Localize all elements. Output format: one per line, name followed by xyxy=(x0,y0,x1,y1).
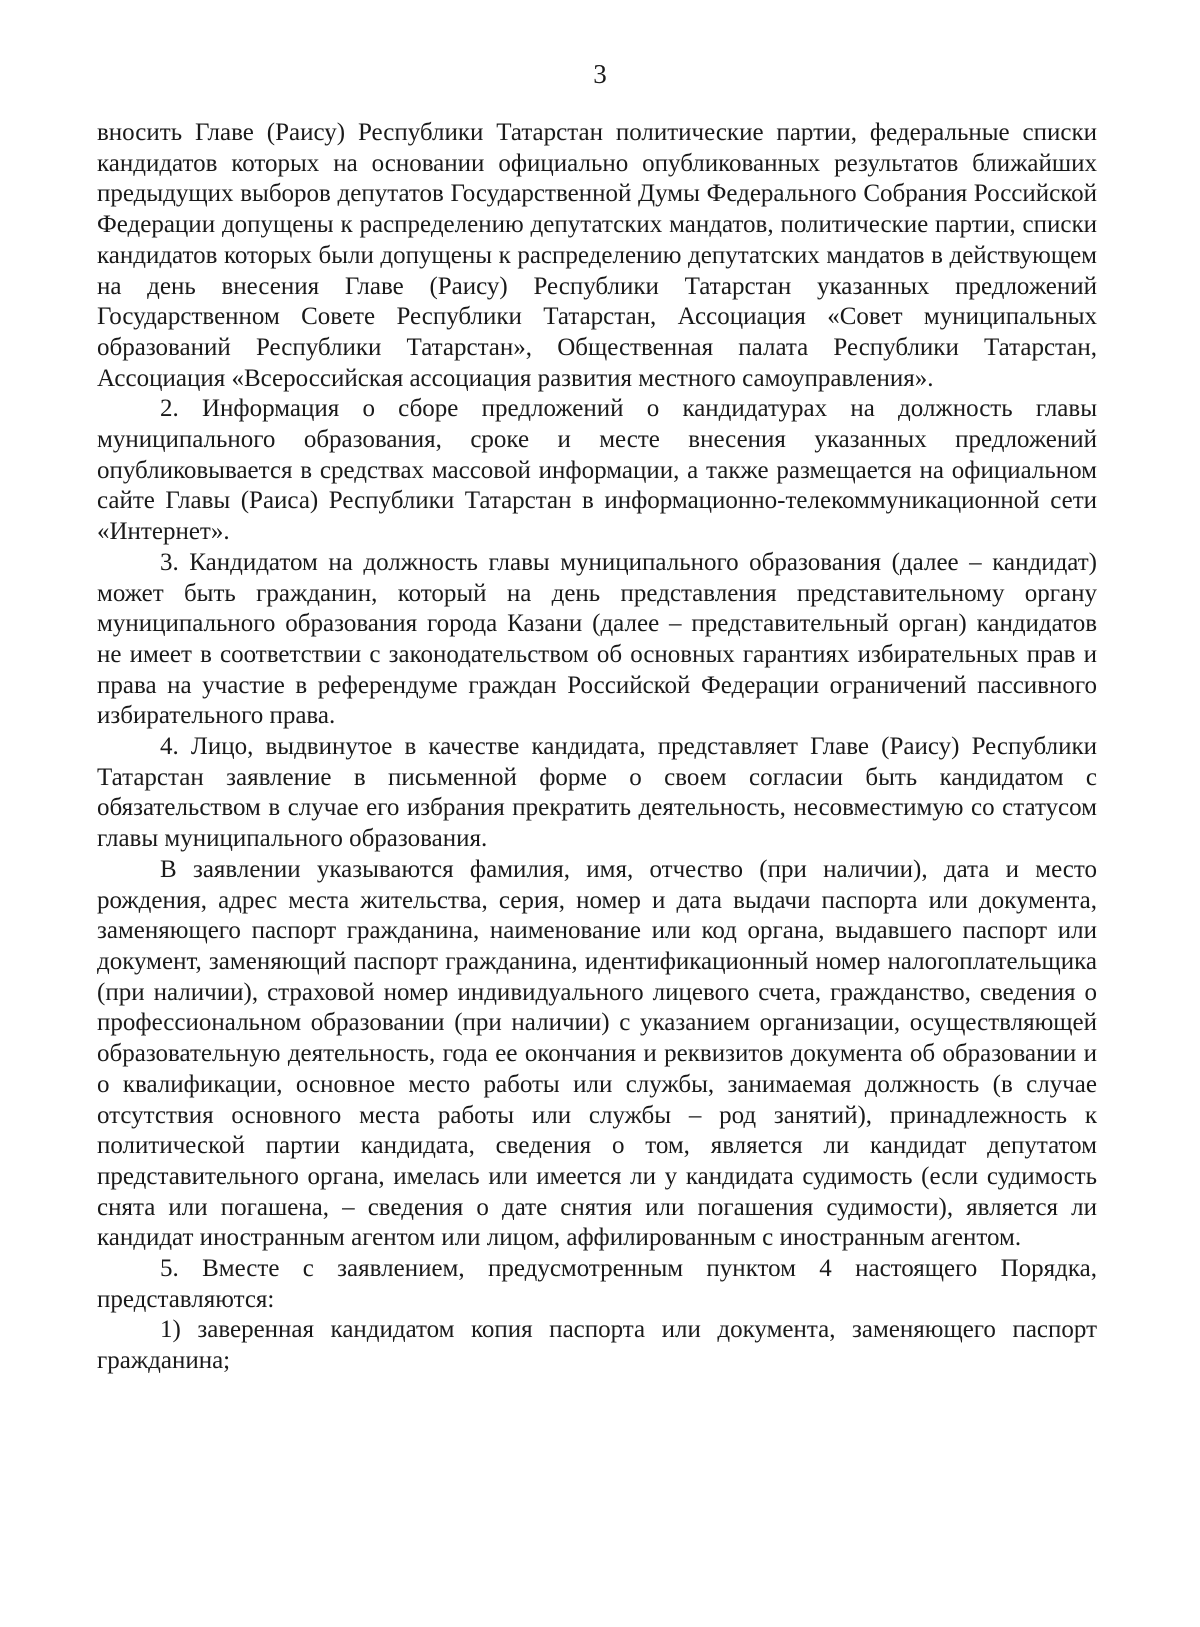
document-body xyxy=(97,118,1097,1377)
paragraph-2-info-publication: 2. Информация о сборе предложений о кандидатурах на должность главы муниципального образования, сроке и месте внесения указанных предложений опубликовывается в средствах массовой информации, а также размещается на официальном сайте Главы (Раиса) Республики Татарстан в информационно-телекоммуникационной сети «Интернет». xyxy=(97,395,1097,546)
paragraph-1-continuation: вносить Главе (Раису) Республики Татарстан политические партии, федеральные списки кандидатов которых на основании официально опубликованных результатов ближайших предыдущих выборов депутатов Государственной Думы Федерального Собрания Российской Федерации допущены к распределению депутатских мандатов, политические партии, списки кандидатов которых были допущены к распределению депутатских мандатов в действующем на день внесения Главе (Раису) Республики Татарстан указанных предложений Государственном Совете Республики Татарстан, Ассоциация «Совет муниципальных образований Республики Татарстан», Общественная палата Республики Татарстан, Ассоциация «Всероссийская ассоциация развития местного самоуправления». xyxy=(97,119,1097,392)
paragraph-5-attached-documents: 5. Вместе с заявлением, предусмотренным пунктом 4 настоящего Порядка, представляются: xyxy=(97,1255,1097,1313)
paragraph-statement-contents: В заявлении указываются фамилия, имя, отчество (при наличии), дата и место рождения, адрес места жительства, серия, номер и дата выдачи паспорта или документа, заменяющего паспорт гражданина, наименование или код органа, выдавшего паспорт или документ, заменяющий паспорт гражданина, идентификационный номер налогоплательщика (при наличии), страховой номер индивидуального лицевого счета, гражданство, сведения о профессиональном образовании (при наличии) с указанием организации, осуществляющей образовательную деятельность, года ее окончания и реквизитов документа об образовании и о квалификации, основное место работы или службы, занимаемая должность (в случае отсутствия основного места работы или службы – род занятий), принадлежность к политической партии кандидата, сведения о том, является ли кандидат депутатом представительного органа, имелась или имеется ли у кандидата судимость (если судимость снята или погашена, – сведения о дате снятия или погашения судимости), является ли кандидат иностранным агентом или лицом, аффилированным с иностранным агентом. xyxy=(97,855,1097,1252)
paragraph-4-candidate-statement: 4. Лицо, выдвинутое в качестве кандидата, представляет Главе (Раису) Республики Татарстан заявление в письменной форме о своем согласии быть кандидатом с обязательством в случае его избрания прекратить деятельность, несовместимую со статусом главы муниципального образования. xyxy=(97,733,1097,853)
list-item-1-passport-copy: 1) заверенная кандидатом копия паспорта или документа, заменяющего паспорт гражданина; xyxy=(97,1316,1097,1375)
page-number: 3 xyxy=(593,59,607,89)
paragraph-3-candidate-eligibility: 3. Кандидатом на должность главы муниципального образования (далее – кандидат) может быть гражданин, который на день представления представительному органу муниципального образования города Казани (далее – представительный орган) кандидатов не имеет в соответствии с законодательством об основных гарантиях избирательных прав и права на участие в референдуме граждан Российской Федерации ограничений пассивного избирательного права. xyxy=(97,548,1097,730)
